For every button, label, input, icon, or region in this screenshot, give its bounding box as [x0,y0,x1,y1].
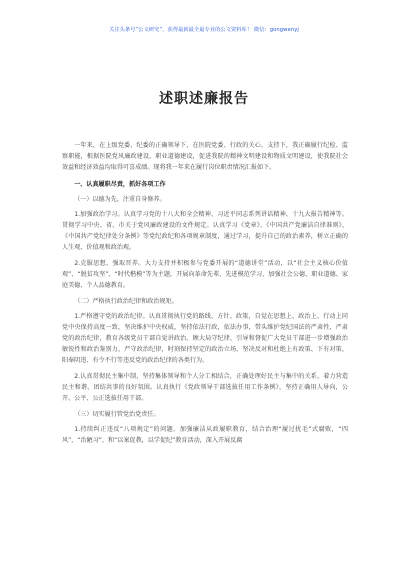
page-title: 述职述廉报告 [159,91,249,107]
subsection-heading: （二）严格执行政治纪律和政治规矩。 [74,298,178,305]
report-body [62,140,348,446]
body-paragraph: 1.加强政治学习。认真学习党的十八大和全会精神、习近平同志系列讲话精神、十九大报告精神等。贯彻学习中央、省、市关于党风廉政建设的文件规定。认真学习《党章》、《中国共产党廉洁自律准则》、《中国共产党纪律处分条例》等党纪政纪和各项规章制度，通过学习，提升自己的政治素养，树立正确的人生观、价值观和政治观。 [62,211,348,251]
body-paragraph: 2.克服思想，强取晋养。大力支持并积极参与党委开展的“道德讲堂”活动，以“社会主义核心价值观”、“脱贫攻坚”、“时代楷模”等为主题，开展向革命先辈、先进模范学习，加强社会公德、职业道德、家庭美德、个人品德教育。 [62,260,348,289]
body-paragraph: 1.严格遵守党的政治纪律。认真贯彻执行党的路线、方针、政策，自觉在思想上、政治上、行动上同党中央保持高度一致，坚决维护中央权威，坚持依法行政，依法办事，带头维护党纪国法的严肃性，严肃党的政治纪律，教育各级党员干部自觉讲政治、顾大局守纪律，引导和督促广大党员干部进一步增强政治敏锐性和政治鉴别力，严守政治纪律，时刻保持坚定的政治立场，坚决反对和杜绝上有政策、下有对策，阳奉阴违、有令不行等违反党的政治纪律的各类行为。 [62,313,348,364]
subsection-heading: （三）切实履行管党治党责任。 [74,411,160,418]
subsection-heading: （一）以德为先，注重自身修养。 [74,196,166,203]
body-paragraph: 1.持续纠正违反“八项规定”的问题。加强廉洁从政履职教育，结合治理“履过扰毛”式腐败，“四风”、“治陋习”，和“以案促教，以学促纪”教育活动，深入开展反腐 [62,426,348,444]
section-heading: 一、认真履职尽责，抓好各项工作 [74,181,166,188]
intro-paragraph: 一年来，在上级党委、纪委的正确领导下，在医院党委、行政的关心、支持下，我正确履行纪检、监察职能，根据医院党风廉政建设、职业道德建设，促进我院的精神文明建设和物质文明建设，使我院社会效益和经济效益均取得可喜成绩。现将我一年来在履行岗位职责情况汇报如下。 [62,142,348,171]
body-paragraph: 2.认真贯彻民主集中制，坚持集体领导和个人分工相结合，正确处理好民主与集中的关系，着力营造民主和谐、团结共事的良好氛围。认真执行《党政领导干部选拔任用工作条例》，坚持正确用人导向，公开、公平、公正选拔任用干部。 [62,373,348,402]
header-banner: 关注头条号“公文研究”，获得最新最全最专业的公文资料库！ 微信：gongwenyj [109,27,299,33]
